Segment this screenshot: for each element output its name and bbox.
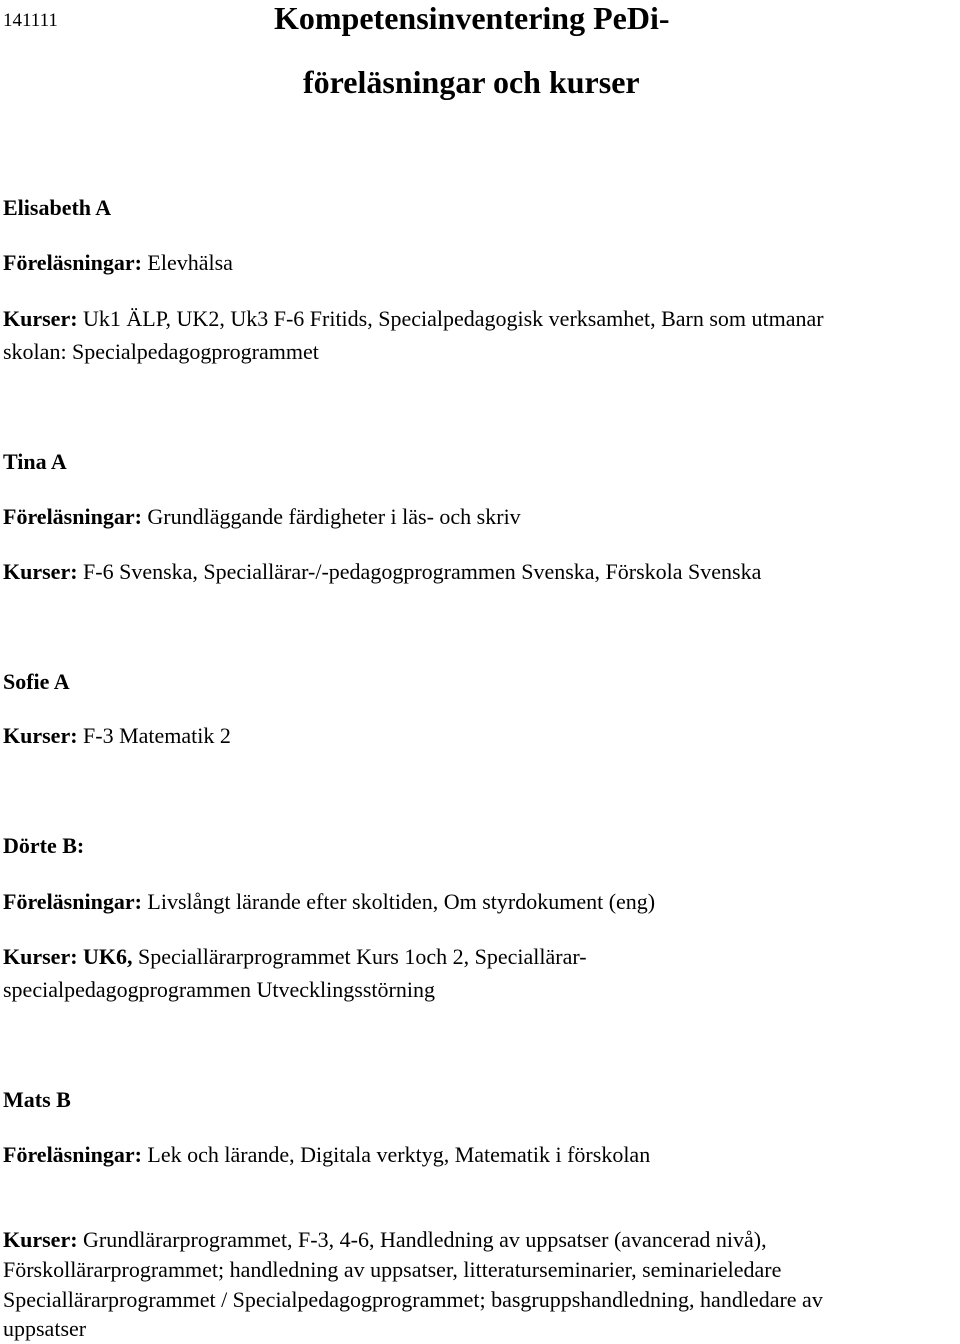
courses-continuation: specialpedagogprogrammen Utvecklingsstörning [3,977,435,1002]
courses-value-bold: UK6, [83,944,133,969]
lectures-label: Föreläsningar: [3,250,142,275]
lectures-value: Livslångt lärande efter skoltiden, Om styrdokument (eng) [147,889,656,914]
lectures-label: Föreläsningar: [3,889,142,914]
lectures-value: Elevhälsa [147,250,233,275]
courses-value: F-6 Svenska, Speciallärar-/-pedagogprogrammen Svenska, Förskola Svenska [83,559,762,584]
courses-label: Kurser: [3,559,78,584]
person-name: Elisabeth A [3,195,112,220]
courses-value: Grundlärarprogrammet, F-3, 4-6, Handledning av uppsatser (avancerad nivå), [83,1227,767,1252]
lectures-label: Föreläsningar: [3,1142,142,1167]
lectures-line [3,248,233,278]
document-date: 141111 [3,10,58,31]
courses-label: Kurser: [3,723,78,748]
courses-value: Uk1 ÄLP, UK2, Uk3 F-6 Fritids, Specialpedagogisk verksamhet, Barn som utmanar [83,306,824,331]
courses-line [3,721,231,751]
lectures-line [3,1140,650,1170]
courses-value: Speciallärarprogrammet Kurs 1och 2, Speciallärar- [138,944,587,969]
lectures-value: Lek och lärande, Digitala verktyg, Matematik i förskolan [147,1142,651,1167]
lectures-line [3,887,655,917]
courses-continuation: Speciallärarprogrammet / Specialpedagogprogrammet; basgruppshandledning, handledare av [3,1287,823,1312]
courses-line [3,304,824,334]
document-title-line-1: Kompetensinventering PeDi- [274,0,670,36]
courses-value: F-3 Matematik 2 [83,723,231,748]
lectures-label: Föreläsningar: [3,504,142,529]
person-name: Sofie A [3,669,70,694]
courses-line [3,942,587,972]
lectures-value: Grundläggande färdigheter i läs- och skriv [147,504,521,529]
document-title-line-2: föreläsningar och kurser [303,64,640,100]
courses-line [3,557,761,587]
person-name: Tina A [3,449,67,474]
lectures-line [3,502,521,532]
person-name: Mats B [3,1087,71,1112]
person-name: Dörte B: [3,833,85,858]
courses-continuation: Förskollärarprogrammet; handledning av uppsatser, litteraturseminarier, seminarieledare [3,1257,782,1282]
courses-line [3,1225,767,1255]
courses-label: Kurser: [3,306,78,331]
courses-label: Kurser: [3,1227,78,1252]
courses-continuation: uppsatser [3,1316,87,1341]
courses-continuation: skolan: Specialpedagogprogrammet [3,339,319,364]
courses-label: Kurser: [3,944,78,969]
